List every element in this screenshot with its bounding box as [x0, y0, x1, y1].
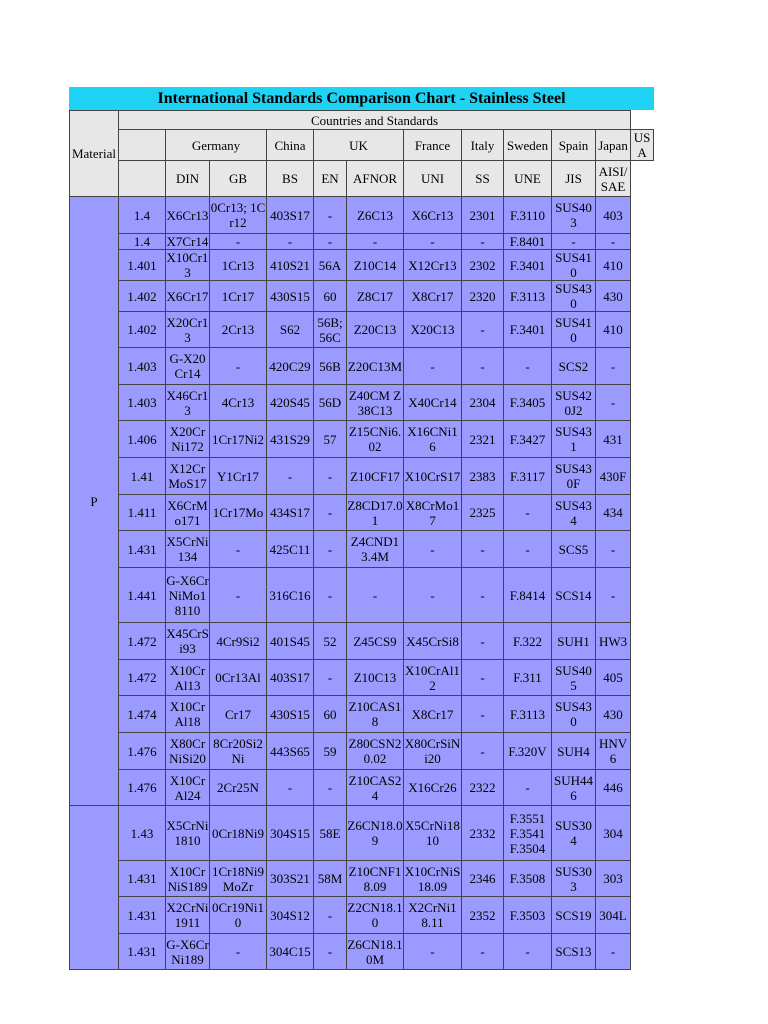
- table-cell: 410: [596, 250, 631, 281]
- table-cell: -: [210, 934, 267, 970]
- table-cell: 430S15: [267, 696, 314, 733]
- table-cell: Cr17: [210, 696, 267, 733]
- table-cell: F.3113: [504, 696, 552, 733]
- table-cell: -: [210, 348, 267, 385]
- table-cell: -: [347, 568, 404, 623]
- table-cell: SUH446: [552, 770, 596, 806]
- country-header: Germany: [166, 130, 267, 161]
- table-cell: 52: [314, 623, 347, 660]
- table-cell: 4Cr9Si2: [210, 623, 267, 660]
- table-cell: 2352: [462, 897, 504, 934]
- table-cell: 1.41: [119, 458, 166, 495]
- table-cell: X8Cr17: [404, 696, 462, 733]
- table-cell: -: [267, 458, 314, 495]
- table-cell: 60: [314, 696, 347, 733]
- table-cell: 1.4: [119, 234, 166, 250]
- table-cell: F.3113: [504, 281, 552, 312]
- table-cell: -: [462, 934, 504, 970]
- table-cell: 0Cr13Al: [210, 660, 267, 696]
- table-cell: -: [210, 234, 267, 250]
- table-cell: -: [404, 234, 462, 250]
- table-cell: SUH4: [552, 733, 596, 770]
- table-cell: F.3503: [504, 897, 552, 934]
- table-cell: -: [504, 348, 552, 385]
- table-cell: 2Cr13: [210, 312, 267, 348]
- table-cell: Z10C14: [347, 250, 404, 281]
- country-header: USA: [631, 130, 654, 161]
- table-cell: 401S45: [267, 623, 314, 660]
- table-cell: 304L: [596, 897, 631, 934]
- table-cell: 58M: [314, 861, 347, 897]
- table-cell: 1.402: [119, 281, 166, 312]
- table-cell: X10Cr13: [166, 250, 209, 280]
- table-cell: Y1Cr17: [210, 458, 267, 495]
- table-cell: Z20C13: [347, 312, 404, 348]
- table-cell: Z10CAS18: [347, 696, 404, 733]
- table-cell: Z8CD17.01: [347, 495, 404, 531]
- material-group-cell: [70, 806, 119, 970]
- table-cell: X2CrNi1911: [166, 897, 210, 934]
- table-cell: -: [552, 234, 596, 250]
- table-cell: F.3427: [504, 421, 552, 458]
- table-cell: -: [267, 770, 314, 806]
- table-cell: SUS410: [552, 312, 596, 348]
- table-cell: F.3401: [504, 250, 552, 281]
- table-row: [70, 861, 654, 897]
- table-cell: 434S17: [267, 495, 314, 531]
- table-cell: 410S21: [267, 250, 314, 281]
- table-cell: X46Cr13: [166, 385, 210, 421]
- sheet-title: International Standards Comparison Chart - Stainless Steel: [69, 87, 654, 110]
- table-cell: 304: [596, 806, 631, 861]
- table-cell: X20Cr13: [166, 312, 210, 348]
- table-cell: -: [210, 568, 267, 623]
- table-cell: F.3551 F.3541 F.3504: [504, 806, 552, 861]
- table-cell: 430F: [596, 458, 631, 495]
- table-cell: X12Cr13: [404, 250, 462, 281]
- table-cell: -: [462, 696, 504, 733]
- table-cell: X6Cr13: [404, 197, 462, 234]
- countries-standards-header: Countries and Standards: [119, 111, 631, 130]
- table-cell: 403: [596, 197, 631, 234]
- table-cell: -: [462, 531, 504, 568]
- table-cell: 2301: [462, 197, 504, 234]
- table-cell: -: [462, 660, 504, 696]
- table-cell: X10CrAl24: [166, 770, 210, 806]
- table-cell: 2Cr25N: [210, 770, 267, 806]
- table-cell: -: [504, 770, 552, 806]
- table-cell: 1Cr13: [210, 250, 267, 281]
- table-cell: Z10CNF18.09: [347, 861, 404, 897]
- table-row: [70, 312, 654, 348]
- table-cell: 1.411: [119, 495, 166, 531]
- table-cell: SCS5: [552, 531, 596, 568]
- table-row: [70, 733, 654, 770]
- table-cell: X10CrNiS18.09: [404, 861, 462, 897]
- table-cell: 410: [596, 312, 631, 348]
- table-cell: F.320V: [504, 733, 552, 770]
- table-cell: SUS304: [552, 806, 596, 861]
- table-row: [70, 234, 654, 250]
- table-cell: X6Cr17: [166, 281, 210, 312]
- table-row: [70, 696, 654, 733]
- table-cell: 1.472: [119, 660, 166, 696]
- table-cell: SCS2: [552, 348, 596, 385]
- table-cell: 1.403: [119, 348, 166, 385]
- table-cell: HW3: [596, 623, 631, 660]
- table-cell: 430S15: [267, 281, 314, 312]
- table-cell: 446: [596, 770, 631, 806]
- table-cell: -: [210, 531, 267, 568]
- table-cell: X5CrNi1810: [166, 806, 210, 861]
- table-cell: X5CrNi1810: [404, 806, 462, 861]
- table-cell: -: [462, 568, 504, 623]
- table-cell: -: [404, 348, 462, 385]
- table-cell: SUS430F: [552, 458, 596, 495]
- table-row: [70, 281, 654, 312]
- table-cell: X10CrNiS189: [166, 861, 210, 897]
- table-cell: 434: [596, 495, 631, 531]
- table-cell: X8CrMo17: [404, 495, 462, 531]
- table-cell: F.3110: [504, 197, 552, 234]
- table-cell: X80CrNiSi20: [166, 733, 210, 770]
- table-cell: X10CrAl18: [166, 696, 210, 733]
- table-cell: 420S45: [267, 385, 314, 421]
- table-cell: X80CrSiNi20: [404, 733, 462, 770]
- standard-header: SS: [462, 161, 504, 197]
- table-cell: -: [596, 385, 631, 421]
- table-cell: 316C16: [267, 568, 314, 623]
- table-cell: 303: [596, 861, 631, 897]
- table-cell: X10CrAl12: [404, 660, 462, 696]
- table-row: [70, 458, 654, 495]
- table-cell: -: [504, 531, 552, 568]
- table-cell: 56D: [314, 385, 347, 421]
- table-cell: X40Cr14: [404, 385, 462, 421]
- standard-header: BS: [267, 161, 314, 197]
- table-cell: X10CrS17: [404, 458, 462, 495]
- table-cell: 1.476: [119, 770, 166, 806]
- table-cell: 405: [596, 660, 631, 696]
- table-cell: -: [314, 234, 347, 250]
- table-cell: 58E: [314, 806, 347, 861]
- table-cell: 1Cr17Ni2: [210, 421, 267, 458]
- table-cell: 2325: [462, 495, 504, 531]
- table-cell: 1.401: [119, 250, 166, 281]
- table-cell: 304S15: [267, 806, 314, 861]
- table-cell: -: [314, 197, 347, 234]
- table-cell: -: [314, 897, 347, 934]
- table-cell: -: [314, 495, 347, 531]
- table-cell: 0Cr18Ni9: [210, 806, 267, 861]
- table-cell: -: [596, 348, 631, 385]
- table-cell: Z6C13: [347, 197, 404, 234]
- standard-header: JIS: [552, 161, 596, 197]
- country-header: Japan: [596, 130, 631, 161]
- table-cell: 8Cr20Si2Ni: [210, 733, 267, 770]
- table-cell: 2322: [462, 770, 504, 806]
- country-header: UK: [314, 130, 404, 161]
- table-cell: -: [314, 934, 347, 970]
- table-row: [70, 495, 654, 531]
- table-row: [70, 348, 654, 385]
- table-cell: F.3405: [504, 385, 552, 421]
- table-cell: SUH1: [552, 623, 596, 660]
- standard-header: UNE: [504, 161, 552, 197]
- table-row: [70, 897, 654, 934]
- country-header: Spain: [552, 130, 596, 161]
- table-cell: SUS405: [552, 660, 596, 696]
- table-cell: 1Cr17: [210, 281, 267, 312]
- table-cell: 1.431: [119, 861, 166, 897]
- table-cell: 304C15: [267, 934, 314, 970]
- table-row: [70, 250, 654, 281]
- table-cell: 2332: [462, 806, 504, 861]
- table-cell: -: [462, 733, 504, 770]
- standard-header: AISI/ SAE: [596, 161, 631, 197]
- table-cell: 431: [596, 421, 631, 458]
- table-cell: -: [462, 348, 504, 385]
- table-cell: F.3401: [504, 312, 552, 348]
- table-cell: X6Cr13: [166, 197, 210, 234]
- table-cell: -: [596, 531, 631, 568]
- table-cell: X16Cr26: [404, 770, 462, 806]
- table-cell: F.8401: [504, 234, 552, 250]
- table-cell: 1.4: [119, 197, 166, 234]
- table-row: [70, 770, 654, 806]
- table-cell: 2321: [462, 421, 504, 458]
- table-cell: S62: [267, 312, 314, 348]
- table-row: [70, 660, 654, 696]
- table-cell: -: [462, 234, 504, 250]
- table-cell: 1.406: [119, 421, 166, 458]
- table-cell: X16CNi16: [404, 421, 462, 458]
- table-cell: Z2CN18.10: [347, 897, 404, 934]
- table-cell: Z10CAS24: [347, 770, 404, 806]
- table-cell: 1.403: [119, 385, 166, 421]
- table-cell: G-X6CrNiMo18110: [166, 568, 210, 623]
- table-cell: 59: [314, 733, 347, 770]
- table-cell: Z10C13: [347, 660, 404, 696]
- table-row: [70, 531, 654, 568]
- table-cell: 1.476: [119, 733, 166, 770]
- blank-header-cell: [119, 161, 166, 197]
- table-cell: X6CrMo171: [166, 495, 210, 531]
- table-cell: 0Cr19Ni10: [210, 897, 267, 934]
- table-row: [70, 421, 654, 458]
- table-cell: X20C13: [404, 312, 462, 348]
- table-cell: -: [504, 495, 552, 531]
- table-cell: X45CrSi8: [404, 623, 462, 660]
- table-cell: 1Cr18Ni9MoZr: [210, 861, 267, 897]
- table-cell: Z8C17: [347, 281, 404, 312]
- table-cell: 0Cr13; 1Cr12: [210, 197, 267, 234]
- table-cell: 56B; 56C: [314, 312, 347, 348]
- country-header: Italy: [462, 130, 504, 161]
- table-cell: -: [267, 234, 314, 250]
- table-cell: 430: [596, 281, 631, 312]
- table-cell: SCS13: [552, 934, 596, 970]
- table-cell: 403S17: [267, 197, 314, 234]
- table-cell: -: [347, 234, 404, 250]
- table-cell: 1.472: [119, 623, 166, 660]
- table-cell: Z45CS9: [347, 623, 404, 660]
- table-cell: 430: [596, 696, 631, 733]
- table-cell: 56A: [314, 250, 347, 281]
- table-cell: 2346: [462, 861, 504, 897]
- table-cell: 1.431: [119, 531, 166, 568]
- table-cell: F.311: [504, 660, 552, 696]
- table-cell: -: [404, 531, 462, 568]
- spreadsheet: [69, 87, 654, 967]
- table-cell: X20CrNi172: [166, 421, 210, 458]
- table-cell: 425C11: [267, 531, 314, 568]
- table-cell: 2320: [462, 281, 504, 312]
- table-cell: X12CrMoS17: [166, 458, 210, 495]
- table-cell: 1.474: [119, 696, 166, 733]
- country-header: China: [267, 130, 314, 161]
- table-cell: 420C29: [267, 348, 314, 385]
- table-cell: 303S21: [267, 861, 314, 897]
- table-cell: 403S17: [267, 660, 314, 696]
- table-cell: Z4CND13.4M: [347, 531, 404, 568]
- table-cell: Z80CSN20.02: [347, 733, 404, 770]
- table-cell: G-X6CrNi189: [166, 934, 210, 970]
- table-cell: SUS434: [552, 495, 596, 531]
- standard-header: EN: [314, 161, 347, 197]
- table-cell: Z15CNi6.02: [347, 421, 404, 458]
- standard-header: GB: [210, 161, 267, 197]
- table-cell: X8Cr17: [404, 281, 462, 312]
- table-cell: SCS19: [552, 897, 596, 934]
- table-cell: 1.441: [119, 568, 166, 623]
- table-cell: HNV6: [596, 733, 631, 770]
- table-cell: 443S65: [267, 733, 314, 770]
- table-cell: X10CrAl13: [166, 660, 210, 696]
- table-cell: -: [462, 312, 504, 348]
- table-cell: 2302: [462, 250, 504, 281]
- table-cell: 2304: [462, 385, 504, 421]
- table-cell: SUS303: [552, 861, 596, 897]
- table-cell: 1Cr17Mo: [210, 495, 267, 531]
- table-cell: Z20C13M: [347, 348, 404, 385]
- table-cell: SUS430: [552, 281, 596, 312]
- material-group-cell: P: [70, 197, 119, 806]
- table-cell: -: [596, 934, 631, 970]
- table-cell: 1.431: [119, 934, 166, 970]
- material-header: Material: [70, 111, 119, 197]
- table-cell: -: [596, 568, 631, 623]
- table-row: [70, 934, 654, 970]
- standard-header: UNI: [404, 161, 462, 197]
- table-cell: Z40CM Z38C13: [347, 385, 404, 421]
- table-cell: -: [404, 568, 462, 623]
- table-cell: -: [314, 568, 347, 623]
- table-cell: -: [314, 770, 347, 806]
- table-cell: -: [404, 934, 462, 970]
- table-cell: 431S29: [267, 421, 314, 458]
- table-cell: 2383: [462, 458, 504, 495]
- table-cell: 1.431: [119, 897, 166, 934]
- table-cell: -: [504, 934, 552, 970]
- table-cell: SUS430: [552, 696, 596, 733]
- table-cell: Z10CF17: [347, 458, 404, 495]
- table-cell: 1.43: [119, 806, 166, 861]
- table-cell: 57: [314, 421, 347, 458]
- table-cell: SCS14: [552, 568, 596, 623]
- standard-header: DIN: [166, 161, 210, 197]
- table-row: [70, 623, 654, 660]
- table-cell: SUS420J2: [552, 385, 596, 421]
- table-cell: 1.402: [119, 312, 166, 348]
- table-cell: -: [314, 660, 347, 696]
- standard-header: AFNOR: [347, 161, 404, 197]
- table-cell: SUS410: [552, 250, 596, 281]
- country-header: Sweden: [504, 130, 552, 161]
- country-header: France: [404, 130, 462, 161]
- table-row: [70, 197, 654, 234]
- table-cell: F.8414: [504, 568, 552, 623]
- table-cell: 4Cr13: [210, 385, 267, 421]
- standards-table: [69, 110, 654, 970]
- table-cell: -: [596, 234, 631, 250]
- table-cell: G-X20Cr14: [166, 348, 210, 385]
- table-cell: F.3508: [504, 861, 552, 897]
- table-row: [70, 806, 654, 861]
- table-cell: -: [462, 623, 504, 660]
- table-cell: X45CrSi93: [166, 623, 210, 660]
- table-cell: X2CrNi18.11: [404, 897, 462, 934]
- table-cell: F.322: [504, 623, 552, 660]
- table-row: [70, 385, 654, 421]
- table-row: [70, 568, 654, 623]
- table-cell: -: [314, 531, 347, 568]
- table-cell: -: [314, 458, 347, 495]
- table-cell: X5CrNi134: [166, 531, 210, 568]
- blank-header-cell: [119, 130, 166, 161]
- table-cell: Z6CN18.09: [347, 806, 404, 861]
- table-cell: X7Cr14: [166, 234, 209, 249]
- table-cell: 304S12: [267, 897, 314, 934]
- table-cell: 56B: [314, 348, 347, 385]
- table-cell: SUS431: [552, 421, 596, 458]
- table-cell: SUS403: [552, 197, 596, 234]
- table-cell: F.3117: [504, 458, 552, 495]
- table-cell: 60: [314, 281, 347, 312]
- table-cell: Z6CN18.10M: [347, 934, 404, 970]
